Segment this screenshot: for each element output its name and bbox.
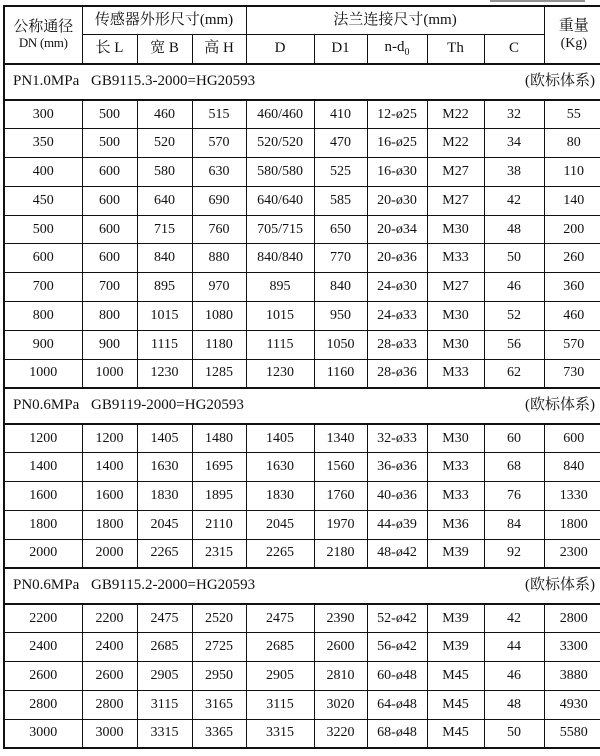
cell-length-l: 1000 — [82, 359, 137, 388]
table-row — [4, 424, 600, 453]
cell-d1: 1340 — [314, 424, 367, 453]
cell-height-h: 1285 — [192, 359, 246, 388]
cell-th: M45 — [427, 719, 484, 748]
cell-width-b: 460 — [137, 100, 192, 129]
cell-d: 640/640 — [246, 186, 314, 215]
table-row — [4, 690, 600, 719]
cell-height-h: 1695 — [192, 453, 246, 482]
cell-weight: 1330 — [544, 482, 600, 511]
cell-n-d0: 48-ø42 — [367, 539, 427, 568]
table-row — [4, 158, 600, 187]
cell-th: M33 — [427, 482, 484, 511]
cell-dn: 3000 — [4, 719, 82, 748]
cell-length-l: 1600 — [82, 482, 137, 511]
cell-length-l: 600 — [82, 186, 137, 215]
cell-n-d0: 20-ø30 — [367, 186, 427, 215]
cell-d: 2475 — [246, 604, 314, 633]
cell-d: 460/460 — [246, 100, 314, 129]
cell-d1: 1160 — [314, 359, 367, 388]
cell-d1: 470 — [314, 129, 367, 158]
cell-height-h: 2725 — [192, 633, 246, 662]
scan-artifact — [490, 0, 585, 2]
table-row — [4, 539, 600, 568]
cell-d: 1015 — [246, 302, 314, 331]
cell-c: 52 — [484, 302, 544, 331]
cell-length-l: 600 — [82, 158, 137, 187]
cell-c: 50 — [484, 244, 544, 273]
cell-width-b: 1230 — [137, 359, 192, 388]
cell-height-h: 1895 — [192, 482, 246, 511]
cell-c: 44 — [484, 633, 544, 662]
cell-dn: 800 — [4, 302, 82, 331]
cell-n-d0: 28-ø33 — [367, 330, 427, 359]
cell-th: M39 — [427, 604, 484, 633]
section-region-note: (欧标体系) — [525, 73, 596, 90]
cell-th: M36 — [427, 510, 484, 539]
cell-weight: 140 — [544, 186, 600, 215]
header-col-n-d0: $n-d_0$ — [367, 34, 427, 64]
cell-width-b: 1015 — [137, 302, 192, 331]
table-row — [4, 273, 600, 302]
cell-n-d0: 52-ø42 — [367, 604, 427, 633]
dimension-table — [3, 5, 600, 749]
cell-d1: 650 — [314, 215, 367, 244]
cell-height-h: 970 — [192, 273, 246, 302]
header-col-d1: D1 — [314, 34, 367, 64]
cell-length-l: 1800 — [82, 510, 137, 539]
cell-weight: 2300 — [544, 539, 600, 568]
cell-d1: 1560 — [314, 453, 367, 482]
cell-width-b: 1115 — [137, 330, 192, 359]
cell-weight: 80 — [544, 129, 600, 158]
cell-d: 1405 — [246, 424, 314, 453]
cell-d1: 770 — [314, 244, 367, 273]
table-row — [4, 186, 600, 215]
table-body — [4, 64, 600, 748]
cell-n-d0: 16-ø30 — [367, 158, 427, 187]
cell-d1: 840 — [314, 273, 367, 302]
cell-d1: 2810 — [314, 662, 367, 691]
cell-height-h: 2110 — [192, 510, 246, 539]
cell-n-d0: 12-ø25 — [367, 100, 427, 129]
cell-d1: 585 — [314, 186, 367, 215]
cell-c: 56 — [484, 330, 544, 359]
cell-d1: 1760 — [314, 482, 367, 511]
table-row — [4, 510, 600, 539]
cell-height-h: 760 — [192, 215, 246, 244]
header-sensor-dimensions-group: 传感器外形尺寸(mm) — [82, 6, 246, 34]
header-col-c: C — [484, 34, 544, 64]
cell-length-l: 700 — [82, 273, 137, 302]
section-region-note: (欧标体系) — [525, 397, 596, 414]
cell-dn: 1800 — [4, 510, 82, 539]
cell-dn: 600 — [4, 244, 82, 273]
section-pressure-label: PN0.6MPa — [13, 577, 80, 594]
cell-length-l: 2000 — [82, 539, 137, 568]
table-row — [4, 359, 600, 388]
cell-weight: 730 — [544, 359, 600, 388]
cell-c: 32 — [484, 100, 544, 129]
cell-d: 1830 — [246, 482, 314, 511]
cell-n-d0: 24-ø33 — [367, 302, 427, 331]
cell-dn: 450 — [4, 186, 82, 215]
cell-d: 895 — [246, 273, 314, 302]
cell-length-l: 500 — [82, 129, 137, 158]
section-standard-label: GB9115.3-2000=HG20593 — [91, 73, 256, 90]
cell-height-h: 690 — [192, 186, 246, 215]
cell-th: M30 — [427, 302, 484, 331]
table-row — [4, 100, 600, 129]
cell-width-b: 2905 — [137, 662, 192, 691]
cell-width-b: 715 — [137, 215, 192, 244]
cell-length-l: 800 — [82, 302, 137, 331]
cell-d1: 1050 — [314, 330, 367, 359]
cell-length-l: 2400 — [82, 633, 137, 662]
header-col-height-h: 高 H — [192, 34, 246, 64]
section-cell — [4, 388, 600, 424]
cell-c: 46 — [484, 662, 544, 691]
cell-width-b: 640 — [137, 186, 192, 215]
cell-dn: 2400 — [4, 633, 82, 662]
cell-n-d0: 28-ø36 — [367, 359, 427, 388]
header-weight-unit: (Kg) — [560, 35, 588, 51]
table-row — [4, 482, 600, 511]
cell-width-b: 895 — [137, 273, 192, 302]
table-row — [4, 215, 600, 244]
cell-dn: 2600 — [4, 662, 82, 691]
cell-th: M30 — [427, 330, 484, 359]
cell-n-d0: 24-ø30 — [367, 273, 427, 302]
cell-height-h: 570 — [192, 129, 246, 158]
cell-height-h: 2315 — [192, 539, 246, 568]
cell-d1: 3020 — [314, 690, 367, 719]
cell-width-b: 1830 — [137, 482, 192, 511]
cell-d: 3315 — [246, 719, 314, 748]
cell-d: 3115 — [246, 690, 314, 719]
cell-d: 1115 — [246, 330, 314, 359]
header-col-width-b: 宽 B — [137, 34, 192, 64]
cell-dn: 2000 — [4, 539, 82, 568]
cell-d1: 2390 — [314, 604, 367, 633]
cell-d: 2685 — [246, 633, 314, 662]
cell-c: 42 — [484, 604, 544, 633]
cell-width-b: 520 — [137, 129, 192, 158]
cell-th: M33 — [427, 244, 484, 273]
cell-length-l: 600 — [82, 244, 137, 273]
cell-width-b: 1630 — [137, 453, 192, 482]
section-pressure-label: PN0.6MPa — [13, 397, 80, 414]
cell-length-l: 900 — [82, 330, 137, 359]
table-row — [4, 302, 600, 331]
cell-width-b: 2475 — [137, 604, 192, 633]
cell-d: 580/580 — [246, 158, 314, 187]
header-col-d: D — [246, 34, 314, 64]
cell-height-h: 515 — [192, 100, 246, 129]
cell-dn: 700 — [4, 273, 82, 302]
cell-weight: 4930 — [544, 690, 600, 719]
cell-d: 1630 — [246, 453, 314, 482]
cell-height-h: 3165 — [192, 690, 246, 719]
cell-d: 2045 — [246, 510, 314, 539]
cell-weight: 2800 — [544, 604, 600, 633]
cell-width-b: 2045 — [137, 510, 192, 539]
cell-length-l: 2800 — [82, 690, 137, 719]
cell-d: 520/520 — [246, 129, 314, 158]
cell-c: 34 — [484, 129, 544, 158]
cell-d: 840/840 — [246, 244, 314, 273]
cell-d1: 3220 — [314, 719, 367, 748]
cell-dn: 350 — [4, 129, 82, 158]
cell-n-d0: 40-ø36 — [367, 482, 427, 511]
cell-n-d0: 68-ø48 — [367, 719, 427, 748]
header-col-th: Th — [427, 34, 484, 64]
table-row — [4, 244, 600, 273]
cell-weight: 360 — [544, 273, 600, 302]
cell-weight: 570 — [544, 330, 600, 359]
cell-th: M33 — [427, 453, 484, 482]
cell-n-d0: 44-ø39 — [367, 510, 427, 539]
cell-n-d0: 20-ø34 — [367, 215, 427, 244]
cell-height-h: 1080 — [192, 302, 246, 331]
header-col-length-l: 长 L — [82, 34, 137, 64]
cell-th: M39 — [427, 539, 484, 568]
cell-dn: 400 — [4, 158, 82, 187]
cell-c: 92 — [484, 539, 544, 568]
cell-length-l: 2200 — [82, 604, 137, 633]
cell-width-b: 3115 — [137, 690, 192, 719]
table-row — [4, 330, 600, 359]
table-row — [4, 719, 600, 748]
cell-n-d0: 20-ø36 — [367, 244, 427, 273]
cell-d1: 525 — [314, 158, 367, 187]
section-row — [4, 568, 600, 604]
header-flange-dimensions-group: 法兰连接尺寸(mm) — [246, 6, 544, 34]
cell-n-d0: 64-ø48 — [367, 690, 427, 719]
cell-d1: 950 — [314, 302, 367, 331]
header-weight — [544, 6, 600, 64]
cell-c: 62 — [484, 359, 544, 388]
cell-height-h: 2950 — [192, 662, 246, 691]
cell-c: 76 — [484, 482, 544, 511]
cell-th: M45 — [427, 662, 484, 691]
header-row-columns — [4, 34, 600, 64]
cell-weight: 200 — [544, 215, 600, 244]
table-header — [4, 6, 600, 64]
cell-dn: 2200 — [4, 604, 82, 633]
section-row — [4, 64, 600, 100]
cell-th: M27 — [427, 186, 484, 215]
cell-length-l: 500 — [82, 100, 137, 129]
cell-weight: 840 — [544, 453, 600, 482]
cell-height-h: 880 — [192, 244, 246, 273]
cell-c: 48 — [484, 690, 544, 719]
cell-length-l: 1400 — [82, 453, 137, 482]
header-weight-cn: 重量 — [558, 18, 589, 35]
cell-th: M27 — [427, 158, 484, 187]
cell-dn: 900 — [4, 330, 82, 359]
cell-d1: 1970 — [314, 510, 367, 539]
cell-weight: 3880 — [544, 662, 600, 691]
cell-width-b: 840 — [137, 244, 192, 273]
section-cell — [4, 64, 600, 100]
cell-th: M30 — [427, 215, 484, 244]
section-standard-label: GB9115.2-2000=HG20593 — [91, 577, 256, 594]
cell-length-l: 1200 — [82, 424, 137, 453]
cell-d: 2265 — [246, 539, 314, 568]
cell-height-h: 1180 — [192, 330, 246, 359]
cell-n-d0: 16-ø25 — [367, 129, 427, 158]
cell-c: 60 — [484, 424, 544, 453]
cell-width-b: 2265 — [137, 539, 192, 568]
cell-d: 2905 — [246, 662, 314, 691]
cell-d: 705/715 — [246, 215, 314, 244]
cell-height-h: 3365 — [192, 719, 246, 748]
cell-th: M27 — [427, 273, 484, 302]
cell-width-b: 1405 — [137, 424, 192, 453]
cell-width-b: 2685 — [137, 633, 192, 662]
cell-width-b: 3315 — [137, 719, 192, 748]
section-pressure-label: PN1.0MPa — [13, 73, 80, 90]
cell-th: M30 — [427, 424, 484, 453]
cell-length-l: 3000 — [82, 719, 137, 748]
cell-c: 38 — [484, 158, 544, 187]
header-nominal-diameter — [4, 6, 82, 64]
cell-dn: 1400 — [4, 453, 82, 482]
cell-c: 48 — [484, 215, 544, 244]
cell-n-d0: 32-ø33 — [367, 424, 427, 453]
section-cell — [4, 568, 600, 604]
cell-length-l: 2600 — [82, 662, 137, 691]
cell-weight: 5580 — [544, 719, 600, 748]
cell-d1: 2180 — [314, 539, 367, 568]
table-row — [4, 129, 600, 158]
cell-weight: 3300 — [544, 633, 600, 662]
header-row-groups — [4, 6, 600, 34]
cell-weight: 600 — [544, 424, 600, 453]
table-row — [4, 453, 600, 482]
cell-th: M45 — [427, 690, 484, 719]
cell-length-l: 600 — [82, 215, 137, 244]
cell-weight: 260 — [544, 244, 600, 273]
cell-dn: 1600 — [4, 482, 82, 511]
cell-weight: 1800 — [544, 510, 600, 539]
cell-c: 50 — [484, 719, 544, 748]
cell-c: 42 — [484, 186, 544, 215]
cell-n-d0: 36-ø36 — [367, 453, 427, 482]
cell-dn: 300 — [4, 100, 82, 129]
section-region-note: (欧标体系) — [525, 577, 596, 594]
section-row — [4, 388, 600, 424]
cell-th: M22 — [427, 100, 484, 129]
cell-c: 84 — [484, 510, 544, 539]
section-standard-label: GB9119-2000=HG20593 — [91, 397, 244, 414]
cell-d: 1230 — [246, 359, 314, 388]
cell-n-d0: 56-ø42 — [367, 633, 427, 662]
cell-n-d0: 60-ø48 — [367, 662, 427, 691]
cell-weight: 55 — [544, 100, 600, 129]
cell-height-h: 630 — [192, 158, 246, 187]
cell-c: 68 — [484, 453, 544, 482]
cell-height-h: 2520 — [192, 604, 246, 633]
cell-dn: 1200 — [4, 424, 82, 453]
cell-weight: 110 — [544, 158, 600, 187]
cell-th: M39 — [427, 633, 484, 662]
cell-th: M22 — [427, 129, 484, 158]
table-row — [4, 633, 600, 662]
table-row — [4, 662, 600, 691]
header-nominal-diameter-cn: 公称通径 — [13, 18, 74, 35]
header-nominal-diameter-unit: DN (mm) — [18, 35, 68, 51]
cell-width-b: 580 — [137, 158, 192, 187]
cell-dn: 2800 — [4, 690, 82, 719]
table-row — [4, 604, 600, 633]
cell-d1: 2600 — [314, 633, 367, 662]
cell-dn: 500 — [4, 215, 82, 244]
cell-th: M33 — [427, 359, 484, 388]
cell-c: 46 — [484, 273, 544, 302]
cell-weight: 460 — [544, 302, 600, 331]
cell-height-h: 1480 — [192, 424, 246, 453]
cell-dn: 1000 — [4, 359, 82, 388]
cell-d1: 410 — [314, 100, 367, 129]
